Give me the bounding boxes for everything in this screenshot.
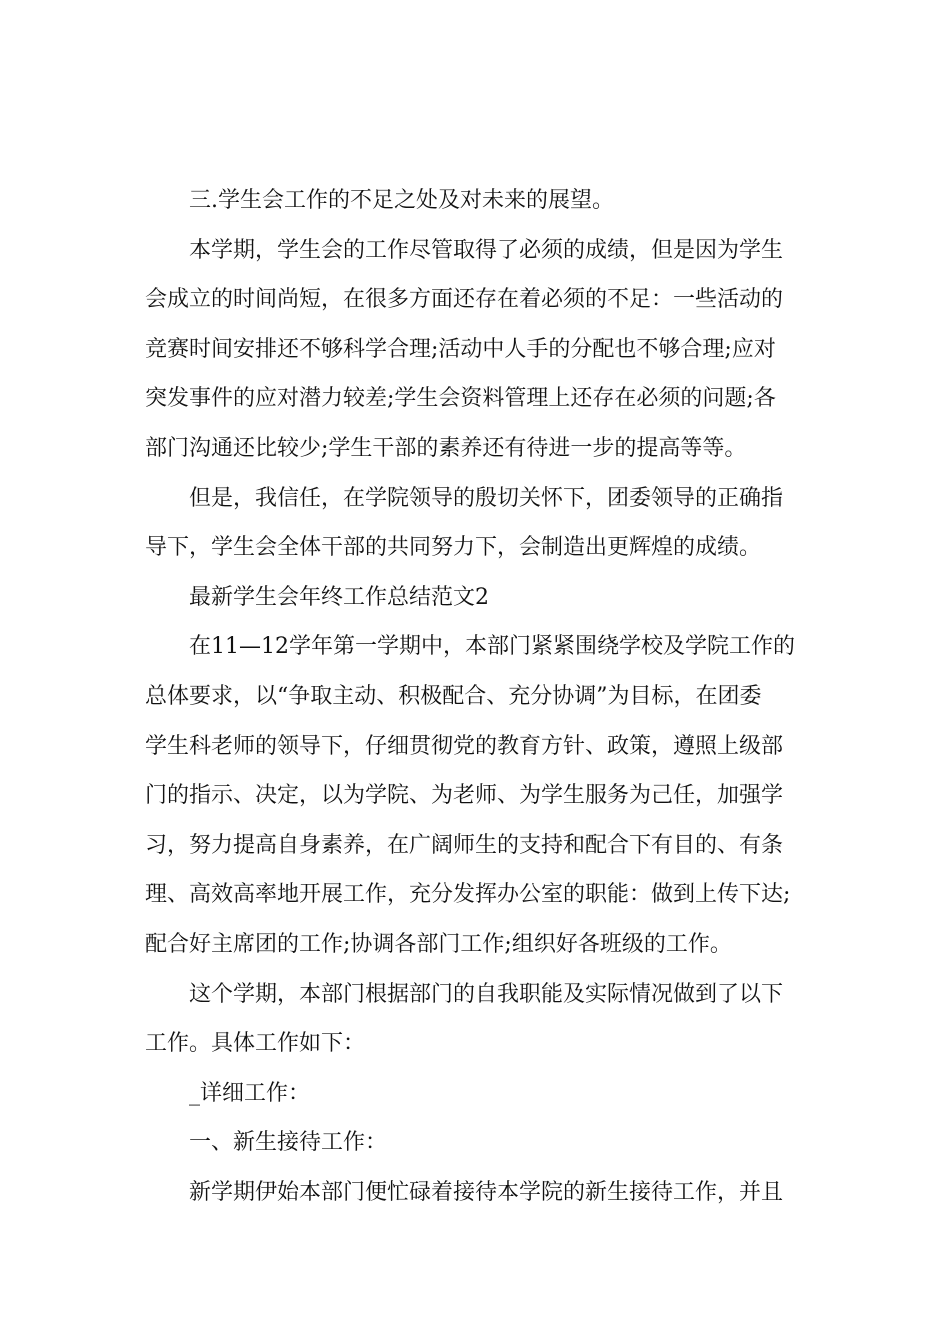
subheading-new-students: 一、新生接待工作： bbox=[189, 1130, 388, 1156]
text-line: 导下，学生会全体干部的共同努力下，会制造出更辉煌的成绩。 bbox=[145, 535, 762, 561]
paragraph-work-intro bbox=[145, 970, 810, 1069]
subheading-detail: _详细工作： bbox=[189, 1080, 311, 1106]
document-body bbox=[145, 176, 810, 1217]
text-line: 突发事件的应对潜力较差;学生会资料管理上还存在必须的问题;各 bbox=[145, 386, 776, 412]
text-line: 在11—12学年第一学期中，本部门紧紧围绕学校及学院工作的 bbox=[189, 634, 795, 660]
text-line: 部门沟通还比较少;学生干部的素养还有待进一步的提高等等。 bbox=[145, 435, 747, 461]
paragraph-shortcomings bbox=[145, 226, 810, 474]
text-line: 门的指示、决定，以为学院、为老师、为学生服务为己任，加强学 bbox=[145, 783, 784, 809]
text-line: 新学期伊始本部门便忙碌着接待本学院的新生接待工作，并且 bbox=[189, 1179, 784, 1205]
text-line: 竞赛时间安排还不够科学合理;活动中人手的分配也不够合理;应对 bbox=[145, 336, 776, 362]
paragraph-semester-overview bbox=[145, 622, 810, 969]
text-line: 理、高效高率地开展工作，充分发挥办公室的职能：做到上传下达; bbox=[145, 882, 791, 908]
text-line: 学生科老师的领导下，仔细贯彻党的教育方针、政策，遵照上级部 bbox=[145, 733, 784, 759]
article-title: 最新学生会年终工作总结范文2 bbox=[189, 584, 489, 610]
paragraph-new-students bbox=[145, 1168, 810, 1218]
text-line: 工作。具体工作如下： bbox=[145, 1031, 366, 1057]
text-line: 会成立的时间尚短，在很多方面还存在着必须的不足：一些活动的 bbox=[145, 287, 784, 313]
text-line: 习，努力提高自身素养，在广阔师生的支持和配合下有目的、有条 bbox=[145, 832, 784, 858]
text-line: 本学期，学生会的工作尽管取得了必须的成绩，但是因为学生 bbox=[189, 237, 784, 263]
section-heading: 三.学生会工作的不足之处及对未来的展望。 bbox=[189, 188, 614, 213]
text-line: 但是，我信任，在学院领导的殷切关怀下，团委领导的正确指 bbox=[189, 485, 784, 511]
text-line: 这个学期，本部门根据部门的自我职能及实际情况做到了以下 bbox=[189, 981, 784, 1007]
text-line: 总体要求，以“争取主动、积极配合、充分协调”为目标，在团委 bbox=[145, 683, 762, 709]
paragraph-outlook bbox=[145, 474, 810, 573]
text-line: 配合好主席团的工作;协调各部门工作;组织好各班级的工作。 bbox=[145, 931, 732, 957]
